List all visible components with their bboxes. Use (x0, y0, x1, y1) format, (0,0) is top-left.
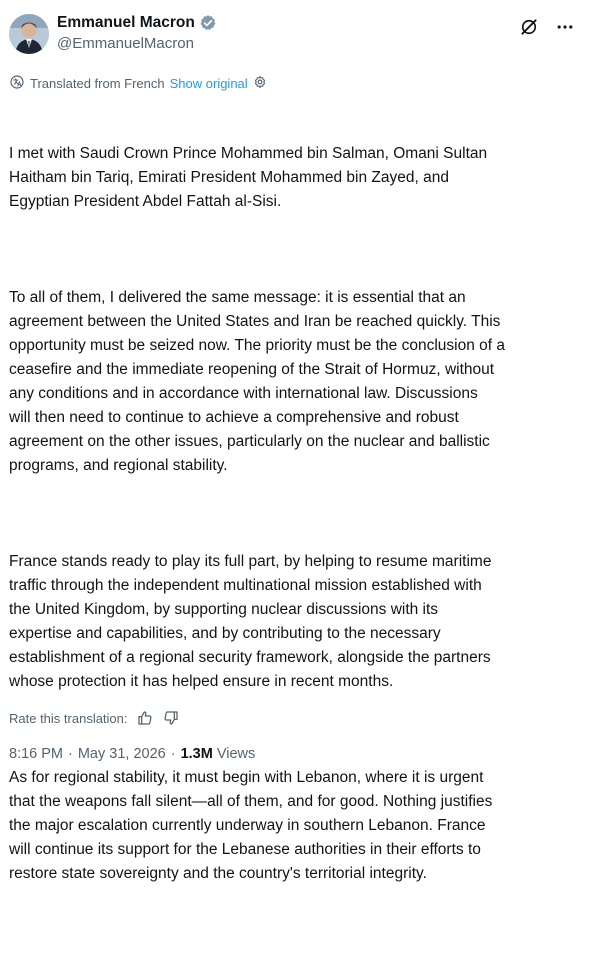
rate-translation-label: Rate this translation: (9, 710, 128, 726)
grok-icon[interactable] (518, 16, 540, 38)
author-display-name[interactable]: Emmanuel Macron (57, 14, 195, 31)
translation-notice (9, 74, 267, 93)
tweet-time[interactable]: 8:16 PM (9, 746, 63, 762)
translation-notice-text: Translated from French (30, 76, 165, 91)
tweet-body (9, 94, 569, 958)
tweet-date[interactable]: May 31, 2026 (77, 746, 166, 762)
avatar[interactable] (9, 14, 49, 54)
top-actions (518, 16, 576, 38)
settings-gear-icon[interactable] (253, 75, 267, 92)
more-options-icon[interactable] (554, 16, 576, 38)
views-count: 1.3M (180, 746, 213, 762)
verified-badge-icon (199, 14, 217, 32)
tweet-paragraph-3: France stands ready to play its full part, by helping to resume maritime traffic through the independent multinational mission established with the United Kingdom, by supporting nuclear discussions with its expertise and capabilities, and by contributing to the necessary establishment of a regional security framework, alongside the partners whose protection it has helped ensure in recent months. (9, 553, 492, 690)
tweet-paragraph-4: As for regional stability, it must begin with Lebanon, where it is urgent that the weapons fall silent—all of them, and for good. Nothing justifies the major escalation currently underway in southern Lebanon. France will continue its support for the Lebanese authorities in their efforts to restore state sovereignty and the country's territorial integrity. (9, 769, 493, 882)
tweet-paragraph-2: To all of them, I delivered the same message: it is essential that an agreement between the United States and Iran be reached quickly. This opportunity must be seized now. The priority must be the conclusion of a ceasefire and the immediate reopening of the Strait of Hormuz, without any conditions and in accordance with international law. Discussions will then need to continue to achieve a comprehensive and robust agreement on the other issues, particularly on the nuclear and ballistic programs, and regional stability. (9, 289, 505, 474)
meta-separator: · (170, 746, 176, 762)
author-names (57, 14, 217, 52)
author-handle[interactable]: @EmmanuelMacron (57, 35, 194, 52)
translate-icon (9, 74, 25, 93)
thumbs-up-icon[interactable] (136, 709, 154, 727)
tweet-meta (9, 746, 255, 762)
tweet-paragraph-1: I met with Saudi Crown Prince Mohammed bin Salman, Omani Sultan Haitham bin Tariq, Emirati President Mohammed bin Zayed, and Egyptian President Abdel Fattah al-Sisi. (9, 145, 488, 210)
show-original-link[interactable]: Show original (169, 76, 248, 91)
rate-translation (9, 709, 180, 727)
display-name-row (57, 14, 217, 32)
meta-separator: · (68, 746, 73, 762)
tweet-header (9, 11, 576, 61)
views-label: Views (216, 746, 256, 762)
thumbs-down-icon[interactable] (162, 709, 180, 727)
